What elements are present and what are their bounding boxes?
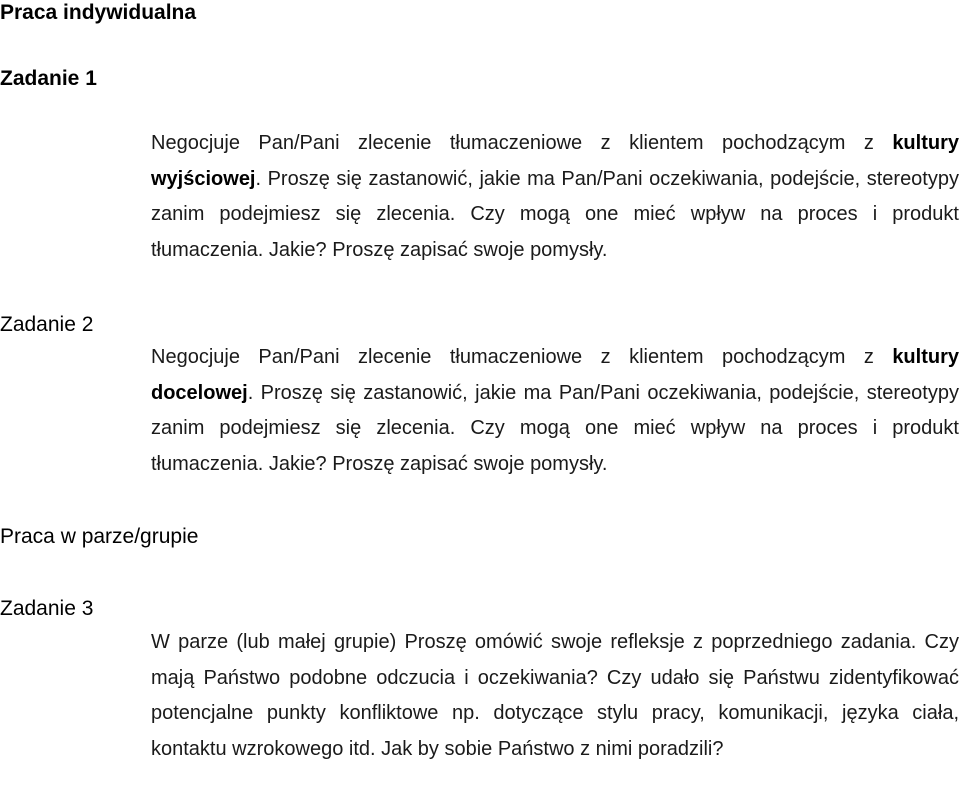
task-2-text bbox=[151, 340, 959, 482]
task-1-text-start: Negocjuje Pan/Pani zlecenie tłumaczeniowe z klientem pochodzącym z bbox=[151, 132, 893, 154]
task-1-title: Zadanie 1 bbox=[0, 67, 97, 90]
task-3-title: Zadanie 3 bbox=[0, 597, 94, 620]
section-title-individual-work: Praca indywidualna bbox=[0, 1, 197, 24]
task-2-text-emphasis: kultury docelowej bbox=[151, 346, 959, 404]
task-3-text: W parze (lub małej grupie) Proszę omówić swoje refleksje z poprzedniego zadania. Czy mają Państwo podobne odczucia i oczekiwania? Czy udało się Państwu zidentyfikować potencjalne punkty konfliktowe np. dotyczące stylu pracy, komunikacji, języka ciała, kontaktu wzrokowego itd. Jak by sobie Państwo z nimi poradzili? bbox=[151, 631, 959, 760]
task-1-text-emphasis: kultury wyjściowej bbox=[151, 132, 959, 190]
task-2-title: Zadanie 2 bbox=[0, 313, 94, 336]
task-1-text bbox=[151, 126, 959, 268]
task-2-text-start: Negocjuje Pan/Pani zlecenie tłumaczeniowe z klientem pochodzącym z bbox=[151, 346, 893, 368]
task-2-text-end: . Proszę się zastanowić, jakie ma Pan/Pani oczekiwania, podejście, stereotypy zanim podejmiesz się zlecenia. Czy mogą one mieć wpływ na proces i produkt tłumaczenia. Jakie? Proszę zapisać swoje pomysły. bbox=[151, 381, 959, 475]
section-title-pair-group-work: Praca w parze/grupie bbox=[0, 525, 199, 548]
task-1-text-end: . Proszę się zastanowić, jakie ma Pan/Pani oczekiwania, podejście, stereotypy zanim podejmiesz się zlecenia. Czy mogą one mieć wpływ na proces i produkt tłumaczenia. Jakie? Proszę zapisać swoje pomysły. bbox=[151, 167, 959, 261]
